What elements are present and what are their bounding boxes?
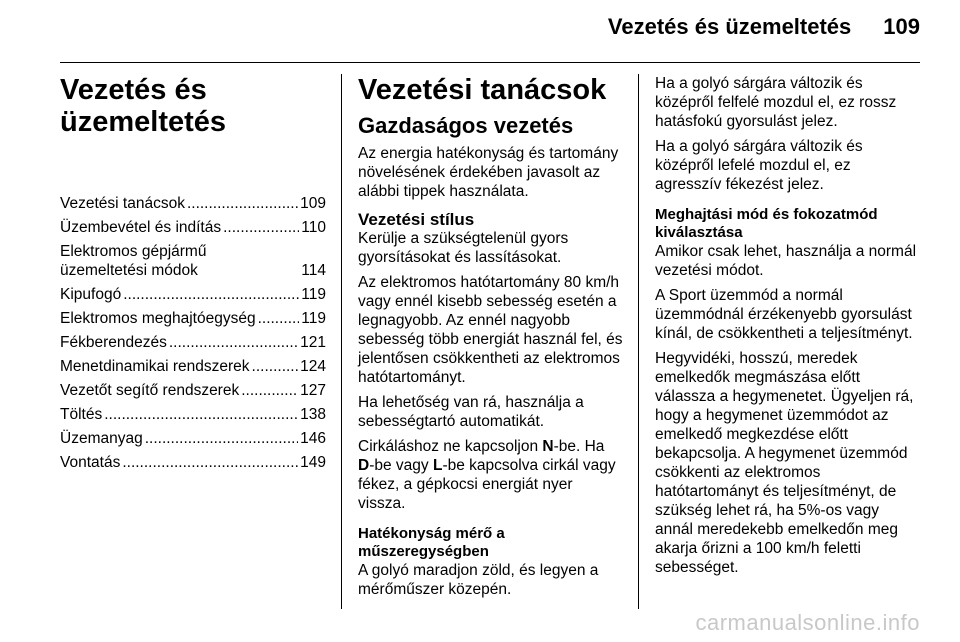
toc-entry-label: Vezetési tanácsok: [60, 195, 185, 212]
toc-entry-label: Kipufogó: [60, 286, 122, 303]
toc-leader-dots: [241, 381, 298, 400]
toc-entry[interactable]: [60, 357, 326, 376]
toc-entry-label: Vezetőt segítő rendszerek: [60, 382, 240, 399]
toc-entry-page: 121: [300, 334, 326, 351]
driving-style-p2: Az elektromos hatótartomány 80 km/h vagy ennél kisebb sebesség esetén a legnagyobb. Az ennél nagyobb sebesség több energiát használ fel, és jelentősen csökkentheti az elektromos hatótartományt.: [358, 274, 623, 386]
driving-style-p1: Kerülje a szükségtelenül gyors gyorsításokat és lassításokat.: [358, 230, 569, 266]
toc-entry-label: Vontatás: [60, 454, 121, 471]
toc-entry-label: Töltés: [60, 406, 103, 423]
drive-mode-p1: Amikor csak lehet, használja a normál vezetési módot.: [655, 243, 917, 279]
toc-entry-page: 110: [301, 219, 326, 236]
page-number: 109: [883, 14, 920, 39]
toc-entry-page: 119: [301, 286, 326, 303]
toc-leader-dots: [145, 429, 298, 448]
toc-leader-dots: [223, 218, 299, 237]
driving-style-heading: Vezetési stílus: [358, 210, 475, 229]
toc-entry[interactable]: [60, 453, 326, 472]
page-header: [608, 14, 920, 40]
watermark: carmanualsonline.info: [695, 610, 920, 635]
driving-style-p4: Cirkáláshoz ne kapcsoljon N-be. Ha D-be vagy L-be kapcsolva cirkál vagy fékez, a gépkocsi energiát nyer vissza.: [358, 438, 616, 512]
toc-entry[interactable]: [60, 309, 326, 328]
section-subtitle: Gazdaságos vezetés: [358, 113, 574, 138]
toc-entry-page: 146: [300, 430, 326, 447]
toc-entry[interactable]: [60, 242, 326, 280]
content-column-1: [358, 74, 624, 605]
header-title: Vezetés és üzemeltetés: [607, 14, 852, 39]
toc-entry-page: 149: [300, 454, 326, 471]
toc-entry-page: 138: [300, 406, 326, 423]
toc-entry[interactable]: [60, 285, 326, 304]
toc-leader-dots: [122, 453, 298, 472]
content-column-2: [655, 74, 921, 583]
gauge-p3: Ha a golyó sárgára változik és középről lefelé mozdul el, ez agresszív fékezést jelez.: [655, 138, 863, 193]
section-title: Vezetési tanácsok: [358, 74, 607, 106]
column-divider-2: [638, 74, 639, 609]
toc-leader-dots: [123, 285, 299, 304]
column-divider-1: [341, 74, 342, 609]
toc-entry-label: Fékberendezés: [60, 334, 167, 351]
toc-leader-dots: [187, 194, 298, 213]
drive-mode-heading: Meghajtási mód és fokozatmód kiválasztása: [655, 206, 878, 241]
toc-entry[interactable]: [60, 429, 326, 448]
toc-list: [60, 194, 326, 472]
toc-entry[interactable]: [60, 405, 326, 424]
gauge-heading: Hatékonyság mérő a műszeregységben: [358, 525, 505, 560]
toc-column: [60, 74, 326, 477]
toc-entry-page: 114: [301, 262, 326, 279]
header-divider: [60, 62, 920, 63]
toc-entry-page: 124: [300, 358, 326, 375]
toc-entry-label: Elektromos gépjármű üzemeltetési módok: [60, 243, 207, 279]
toc-entry-page: 109: [300, 195, 326, 212]
toc-entry-label: Menetdinamikai rendszerek: [60, 358, 250, 375]
gauge-p1: A golyó maradjon zöld, és legyen a mérőműszer közepén.: [358, 562, 599, 598]
toc-entry-page: 119: [301, 310, 326, 327]
toc-entry[interactable]: [60, 333, 326, 352]
toc-entry-page: 127: [300, 382, 326, 399]
driving-style-p3: Ha lehetőség van rá, használja a sebességtartó automatikát.: [358, 394, 584, 430]
drive-mode-p2: A Sport üzemmód a normál üzemmódnál érzékenyebb gyorsulást kínál, de csökkentheti a teljesítményt.: [655, 287, 913, 342]
toc-leader-dots: [252, 357, 299, 376]
toc-entry[interactable]: [60, 194, 326, 213]
toc-leader-dots: [169, 333, 298, 352]
toc-entry-label: Üzembevétel és indítás: [60, 219, 222, 236]
intro-paragraph: Az energia hatékonyság és tartomány növelésének érdekében javasolt az alábbi tippek használata.: [358, 145, 619, 200]
toc-leader-dots: [104, 405, 298, 424]
toc-entry[interactable]: [60, 218, 326, 237]
toc-entry[interactable]: [60, 381, 326, 400]
gauge-p2: Ha a golyó sárgára változik és középről felfelé mozdul el, ez rossz hatásfokú gyorsulást jelez.: [655, 75, 897, 130]
toc-entry-label: Elektromos meghajtóegység: [60, 310, 256, 327]
toc-entry-label: Üzemanyag: [60, 430, 143, 447]
drive-mode-p3: Hegyvidéki, hosszú, meredek emelkedők megmászása előtt válassza a hegymenetet. Ügyeljen rá, hogy a hegymenet üzemmódot az emelkedő megkezdése előtt bekapcsolja. A hegymenet üzemmód csökkenti az elektromos hatótartományt és teljesítményt, de szükség lehet rá, ha 5%-os vagy annál meredekebb emelkedőn meg akarja őrizni a 100 km/h feletti sebességet.: [655, 350, 914, 576]
chapter-title: Vezetés és üzemeltetés: [60, 74, 227, 138]
toc-leader-dots: [258, 309, 300, 328]
